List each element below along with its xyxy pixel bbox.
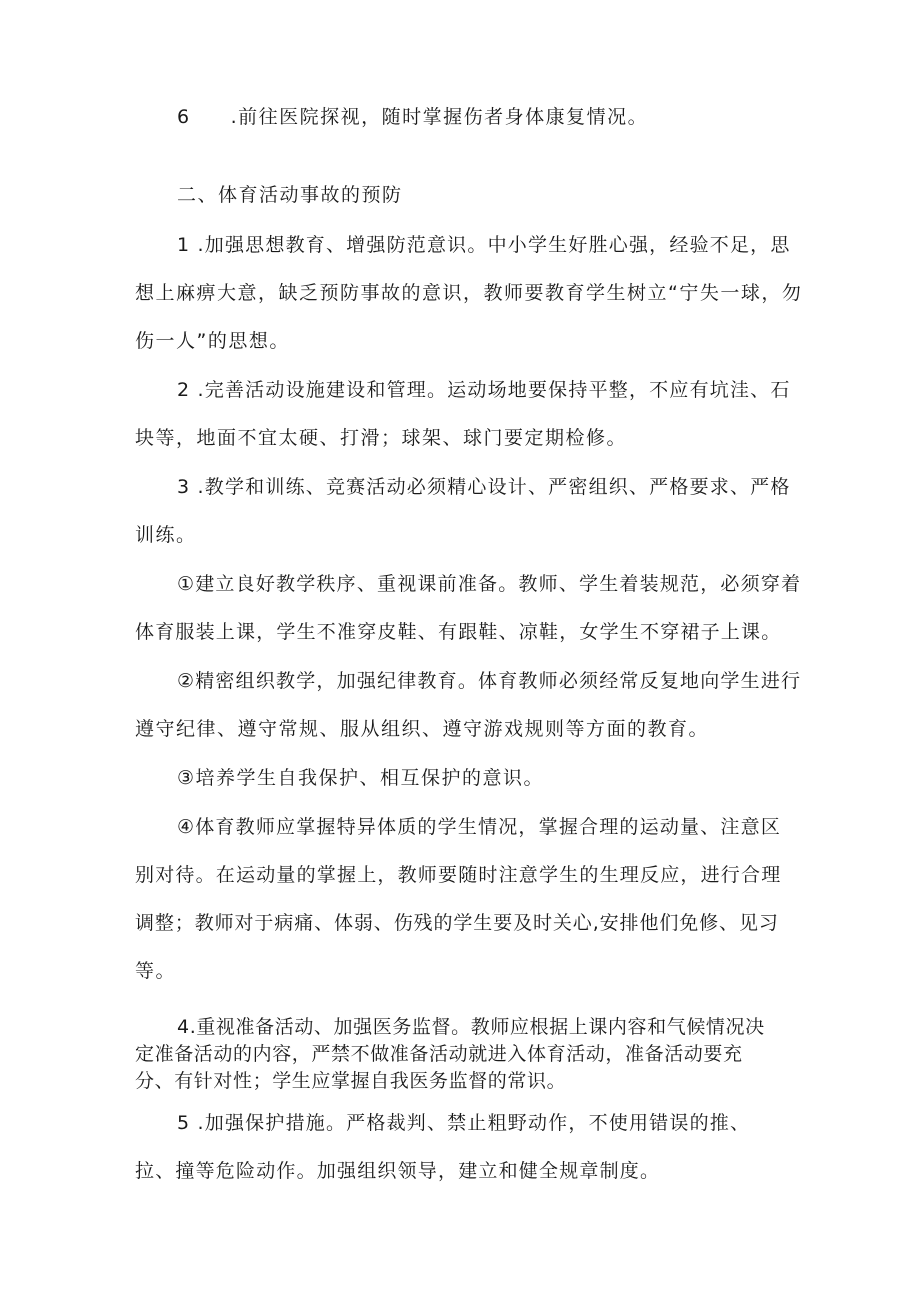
item-1-line-3: 伤一人”的思想。 bbox=[135, 330, 290, 352]
sub-item-1-line-2: 体育服装上课，学生不准穿皮鞋、有跟鞋、凉鞋，女学生不穿裙子上课。 bbox=[135, 621, 782, 643]
sub-item-4-line-1: ④体育教师应掌握特异体质的学生情况，掌握合理的运动量、注意区 bbox=[177, 816, 782, 838]
paragraph-text: .前往医院探视，随时掌握伤者身体康复情况。 bbox=[230, 106, 649, 128]
item-3-line-2: 训练。 bbox=[135, 524, 197, 546]
item-5-line-1: 5 .加强保护措施。严格裁判、禁止粗野动作，不使用错误的推、 bbox=[177, 1112, 751, 1134]
sub-item-4-line-4: 等。 bbox=[135, 960, 177, 982]
item-5-line-2: 拉、撞等危险动作。加强组织领导，建立和健全规章制度。 bbox=[135, 1160, 661, 1182]
item-1-line-1: 1 .加强思想教育、增强防范意识。中小学生好胜心强，经验不足，思 bbox=[177, 234, 791, 256]
item-1-line-2: 想上麻痹大意，缺乏预防事故的意识，教师要教育学生树立“宁失一球，勿 bbox=[135, 282, 803, 304]
item-4-line-2: 定准备活动的内容，严禁不做准备活动就进入体育活动，准备活动要充 bbox=[135, 1043, 743, 1065]
paragraph-number: 6 bbox=[177, 106, 191, 128]
item-2-line-2: 块等，地面不宜太硬、打滑；球架、球门要定期检修。 bbox=[135, 427, 628, 449]
item-4-line-3: 分、有针对性；学生应掌握自我医务监督的常识。 bbox=[135, 1070, 567, 1092]
sub-item-1-line-1: ①建立良好教学秩序、重视课前准备。教师、学生着装规范，必须穿着 bbox=[177, 573, 802, 595]
sub-item-2-line-2: 遵守纪律、遵守常规、服从组织、遵守游戏规则等方面的教育。 bbox=[135, 718, 710, 740]
item-2-line-1: 2 .完善活动设施建设和管理。运动场地要保持平整，不应有坑洼、石 bbox=[177, 379, 791, 401]
sub-item-2-line-1: ②精密组织教学，加强纪律教育。体育教师必须经常反复地向学生进行 bbox=[177, 670, 802, 692]
item-3-line-1: 3 .教学和训练、竞赛活动必须精心设计、严密组织、严格要求、严格 bbox=[177, 476, 791, 498]
item-4-line-1: 4.重视准备活动、加强医务监督。教师应根据上课内容和气候情况决 bbox=[177, 1016, 765, 1038]
paragraph-6 bbox=[177, 102, 648, 129]
sub-item-4-line-3: 调整；教师对于病痛、体弱、伤残的学生要及时关心,安排他们免修、见习 bbox=[135, 912, 779, 934]
sub-item-3-line-1: ③培养学生自我保护、相互保护的意识。 bbox=[177, 767, 545, 789]
section-title: 二、体育活动事故的预防 bbox=[177, 184, 403, 206]
sub-item-4-line-2: 别对待。在运动量的掌握上，教师要随时注意学生的生理反应，进行合理 bbox=[135, 864, 782, 886]
